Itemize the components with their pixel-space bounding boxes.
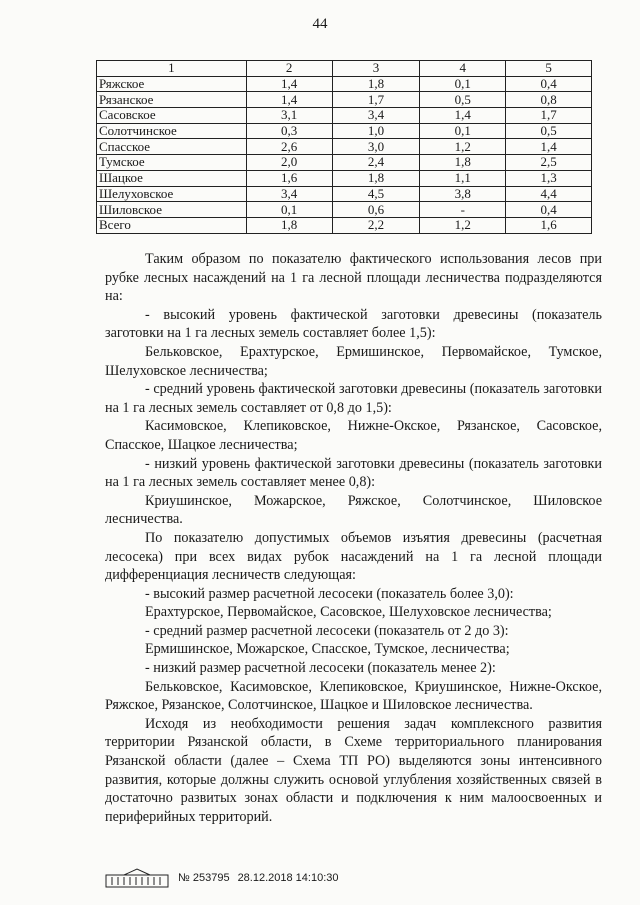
value-cell: 0,6 <box>332 202 420 218</box>
value-cell: 4,4 <box>506 186 592 202</box>
value-cell: - <box>420 202 506 218</box>
value-cell: 3,4 <box>246 186 332 202</box>
value-cell: 2,0 <box>246 155 332 171</box>
building-stamp-icon <box>104 867 170 889</box>
table-row <box>97 170 592 186</box>
paragraph: - средний уровень фактической заготовки древесины (показатель заготовки на 1 га лесных земель составляет от 0,8 до 1,5): <box>105 381 602 416</box>
value-cell: 1,1 <box>420 170 506 186</box>
document-number: № 253795 <box>178 872 230 884</box>
forestry-name-cell: Рязанское <box>97 92 247 108</box>
value-cell: 3,4 <box>332 108 420 124</box>
paragraph: Криушинское, Можарское, Ряжское, Солотчинское, Шиловское лесничества. <box>105 492 602 528</box>
forestry-table <box>96 60 592 234</box>
forestry-name-cell: Ряжское <box>97 76 247 92</box>
value-cell: 2,2 <box>332 217 420 233</box>
paragraph: - высокий уровень фактической заготовки древесины (показатель заготовки на 1 га лесных земель составляет более 1,5): <box>105 306 602 342</box>
column-header: 3 <box>332 61 420 77</box>
value-cell: 1,3 <box>506 170 592 186</box>
value-cell: 1,4 <box>420 108 506 124</box>
paragraph: Касимовское, Клепиковское, Нижне-Окское, Рязанское, Сасовское, Спасское, Шацкое лесничества; <box>105 418 602 453</box>
forestry-name-cell: Спасское <box>97 139 247 155</box>
column-header: 2 <box>246 61 332 77</box>
value-cell: 1,6 <box>506 217 592 233</box>
value-cell: 0,8 <box>506 92 592 108</box>
paragraph: Ерахтурское, Первомайское, Сасовское, Шелуховское лесничества; <box>145 604 552 621</box>
value-cell: 0,5 <box>420 92 506 108</box>
value-cell: 2,5 <box>506 155 592 171</box>
value-cell: 1,6 <box>246 170 332 186</box>
paragraph: Таким образом по показателю фактического использования лесов при рубке лесных насаждений на 1 га лесной площади лесничества подразделяются на: <box>105 251 602 305</box>
footer <box>104 866 339 890</box>
table-row <box>97 202 592 218</box>
column-header: 5 <box>506 61 592 77</box>
value-cell: 1,4 <box>506 139 592 155</box>
table-body <box>97 76 592 233</box>
table-row <box>97 76 592 92</box>
table-row <box>97 92 592 108</box>
paragraph: - низкий размер расчетной лесосеки (показатель менее 2): <box>145 660 496 677</box>
table-row <box>97 108 592 124</box>
value-cell: 1,4 <box>246 76 332 92</box>
column-header: 1 <box>97 61 247 77</box>
table-header-row <box>97 61 592 77</box>
value-cell: 3,0 <box>332 139 420 155</box>
value-cell: 0,5 <box>506 123 592 139</box>
value-cell: 1,8 <box>332 170 420 186</box>
value-cell: 1,8 <box>246 217 332 233</box>
value-cell: 1,4 <box>246 92 332 108</box>
value-cell: 3,8 <box>420 186 506 202</box>
forestry-name-cell: Сасовское <box>97 108 247 124</box>
forestry-name-cell: Шелуховское <box>97 186 247 202</box>
value-cell: 0,4 <box>506 202 592 218</box>
value-cell: 4,5 <box>332 186 420 202</box>
paragraph: По показателю допустимых объемов изъятия древесины (расчетная лесосека) при всех видах рубок насаждений на 1 га лесной площади дифференциация лесничеств следующая: <box>105 529 602 584</box>
value-cell: 0,1 <box>246 202 332 218</box>
value-cell: 0,1 <box>420 76 506 92</box>
page-number: 44 <box>312 16 328 32</box>
paragraph: Ермишинское, Можарское, Спасское, Тумское, лесничества; <box>145 641 510 658</box>
value-cell: 1,8 <box>420 155 506 171</box>
paragraph: - высокий размер расчетной лесосеки (показатель более 3,0): <box>145 585 514 602</box>
table-row <box>97 217 592 233</box>
column-header: 4 <box>420 61 506 77</box>
forestry-name-cell: Всего <box>97 217 247 233</box>
value-cell: 0,4 <box>506 76 592 92</box>
value-cell: 3,1 <box>246 108 332 124</box>
value-cell: 1,7 <box>332 92 420 108</box>
value-cell: 2,6 <box>246 139 332 155</box>
value-cell: 1,8 <box>332 76 420 92</box>
document-datetime: 28.12.2018 14:10:30 <box>237 872 339 884</box>
table-row <box>97 186 592 202</box>
value-cell: 0,1 <box>420 123 506 139</box>
body-text <box>105 250 602 826</box>
table-row <box>97 123 592 139</box>
table-row <box>97 155 592 171</box>
value-cell: 2,4 <box>332 155 420 171</box>
value-cell: 0,3 <box>246 123 332 139</box>
forestry-name-cell: Тумское <box>97 155 247 171</box>
paragraph: Исходя из необходимости решения задач комплексного развития территории Рязанской области, в Схеме территориального планирования Рязанской области (далее – Схема ТП РО) выделяются зоны интенсивного развития, которые должны служить основой углубления хозяйственных связей в достаточно развитых зонах области и подключения к ним малоосвоенных и периферийных территорий. <box>105 715 602 825</box>
paragraph: Бельковское, Касимовское, Клепиковское, Криушинское, Нижне-Окское, Ряжское, Рязанское, Солотчинское, Шацкое и Шиловское лесничества. <box>105 678 602 714</box>
forestry-name-cell: Шацкое <box>97 170 247 186</box>
value-cell: 1,7 <box>506 108 592 124</box>
value-cell: 1,2 <box>420 139 506 155</box>
paragraph: Бельковское, Ерахтурское, Ермишинское, Первомайское, Тумское, Шелуховское лесничества; <box>105 343 602 379</box>
value-cell: 1,2 <box>420 217 506 233</box>
forestry-name-cell: Солотчинское <box>97 123 247 139</box>
value-cell: 1,0 <box>332 123 420 139</box>
paragraph: - низкий уровень фактической заготовки древесины (показатель заготовки на 1 га лесных земель составляет менее 0,8): <box>105 455 602 491</box>
paragraph: - средний размер расчетной лесосеки (показатель от 2 до 3): <box>145 622 509 639</box>
forestry-name-cell: Шиловское <box>97 202 247 218</box>
table-row <box>97 139 592 155</box>
